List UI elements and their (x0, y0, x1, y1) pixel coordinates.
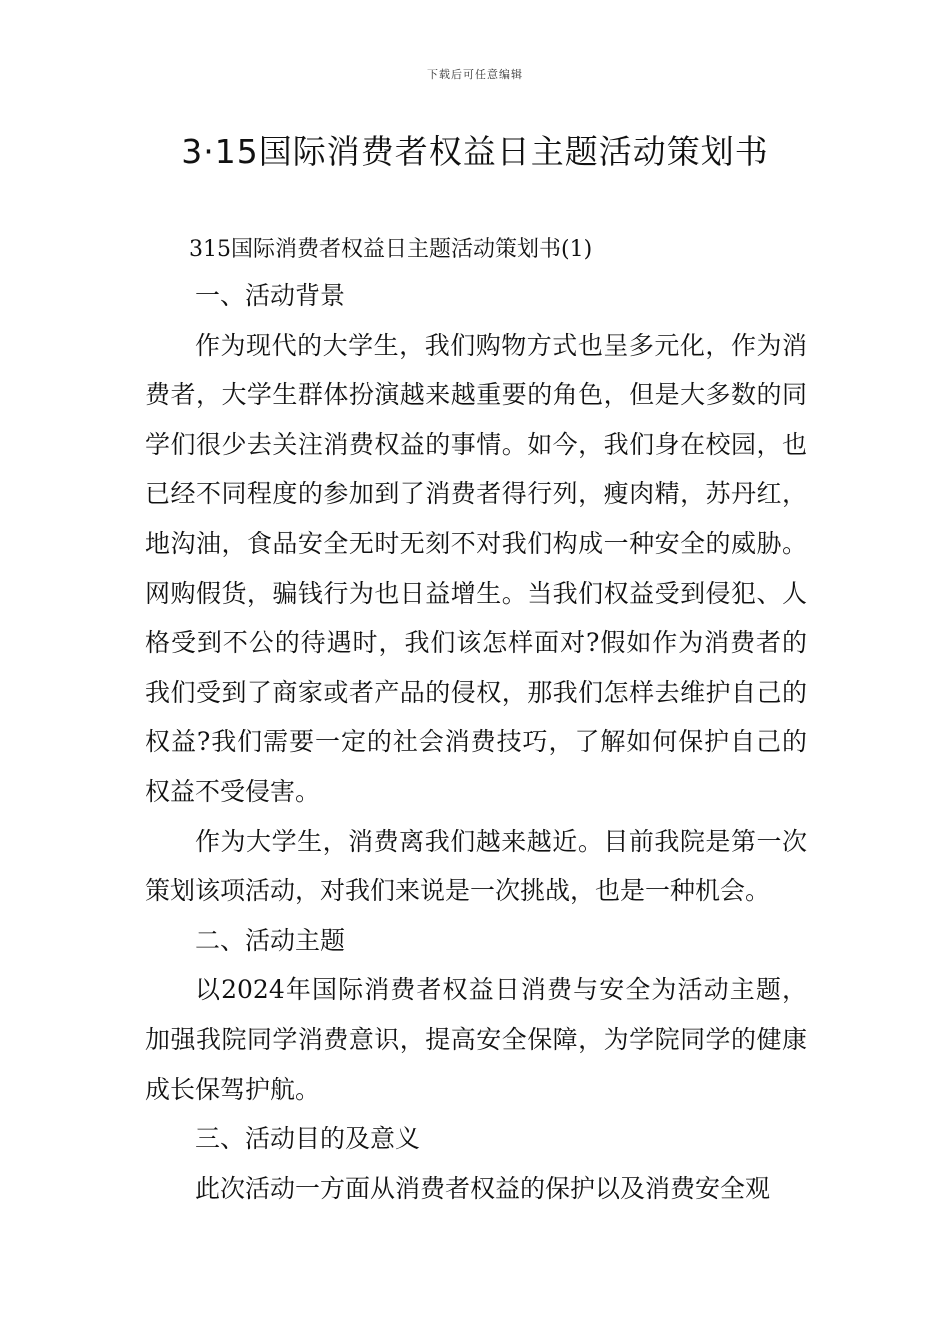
section-heading-purpose: 三、活动目的及意义 (195, 1124, 421, 1154)
paragraph-purpose: 此次活动一方面从消费者权益的保护以及消费安全观 (195, 1173, 771, 1203)
paragraph-background-2: 作为大学生，消费离我们越来越近。目前我院是第一次策划该项活动，对我们来说是一次挑战，也是一种机会。 (145, 826, 807, 906)
paragraph-theme: 以2024年国际消费者权益日消费与安全为活动主题，加强我院同学消费意识，提高安全保障，为学院同学的健康成长保驾护航。 (145, 975, 807, 1104)
section-heading-background: 一、活动背景 (195, 281, 346, 310)
document-title: 3·15国际消费者权益日主题活动策划书 (181, 132, 769, 171)
header-note: 下载后可任意编辑 (427, 68, 523, 81)
paragraph-background-1: 作为现代的大学生，我们购物方式也呈多元化，作为消费者，大学生群体扮演越来越重要的角色，但是大多数的同学们很少去关注消费权益的事情。如今，我们身在校园，也已经不同程度的参加到了消费者得行列，瘦肉精，苏丹红，地沟油，食品安全无时无刻不对我们构成一种安全的威胁。网购假货，骗钱行为也日益增生。当我们权益受到侵犯、人格受到不公的待遇时，我们该怎样面对?假如作为消费者的我们受到了商家或者产品的侵权，那我们怎样去维护自己的权益?我们需要一定的社会消费技巧，了解如何保护自己的权益不受侵害。 (145, 330, 807, 806)
document-body (145, 228, 807, 1213)
section-heading-theme: 二、活动主题 (195, 925, 346, 955)
document-subtitle: 315国际消费者权益日主题活动策划书(1) (189, 237, 593, 262)
